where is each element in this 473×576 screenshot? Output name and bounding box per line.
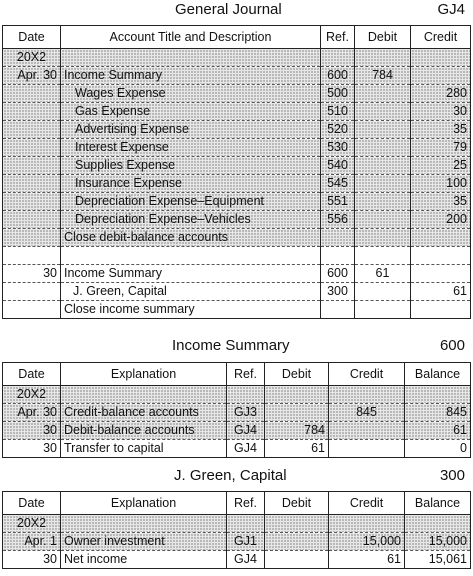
account-cell: Close income summary xyxy=(61,301,321,319)
debit-cell xyxy=(265,515,329,533)
date-cell: Apr. 30 xyxy=(3,67,61,85)
col-explanation: Explanation xyxy=(61,363,227,386)
income-summary-ledger xyxy=(2,362,471,458)
date-cell xyxy=(3,301,61,319)
table-row xyxy=(3,157,471,175)
debit-cell xyxy=(355,247,411,265)
ref-cell xyxy=(227,515,265,533)
table-row xyxy=(3,301,471,319)
credit-cell xyxy=(411,265,471,283)
debit-cell xyxy=(355,301,411,319)
debit-cell xyxy=(265,533,329,551)
credit-cell xyxy=(329,422,405,440)
capital-code: 300 xyxy=(439,467,465,484)
account-cell xyxy=(61,247,321,265)
debit-cell xyxy=(265,386,329,404)
explanation-cell: Owner investment xyxy=(61,533,227,551)
general-journal-table xyxy=(2,25,471,319)
ref-cell: 556 xyxy=(321,211,355,229)
income-summary-title: Income Summary xyxy=(172,337,290,354)
debit-cell xyxy=(355,49,411,67)
date-cell xyxy=(3,175,61,193)
capital-ledger xyxy=(2,491,471,569)
date-cell xyxy=(3,229,61,247)
credit-cell: 79 xyxy=(411,139,471,157)
table-row xyxy=(3,85,471,103)
debit-cell: 784 xyxy=(265,422,329,440)
date-cell xyxy=(3,121,61,139)
explanation-cell: Debit-balance accounts xyxy=(61,422,227,440)
debit-cell xyxy=(355,283,411,301)
col-balance: Balance xyxy=(405,363,471,386)
account-cell: Close debit-balance accounts xyxy=(61,229,321,247)
table-row xyxy=(3,533,471,551)
table-row xyxy=(3,103,471,121)
date-cell: 30 xyxy=(3,265,61,283)
debit-cell: 784 xyxy=(355,67,411,85)
debit-cell xyxy=(355,85,411,103)
table-row xyxy=(3,175,471,193)
debit-cell xyxy=(355,157,411,175)
table-row xyxy=(3,121,471,139)
credit-cell: 35 xyxy=(411,193,471,211)
table-row xyxy=(3,386,471,404)
credit-cell: 15,000 xyxy=(329,533,405,551)
table-row xyxy=(3,265,471,283)
credit-cell xyxy=(411,49,471,67)
account-cell: Income Summary xyxy=(61,265,321,283)
ref-cell: 540 xyxy=(321,157,355,175)
table-row xyxy=(3,283,471,301)
journal-title: General Journal xyxy=(175,1,282,18)
debit-cell xyxy=(355,193,411,211)
ref-cell xyxy=(321,247,355,265)
col-debit: Debit xyxy=(265,492,329,515)
credit-cell: 35 xyxy=(411,121,471,139)
date-cell: 30 xyxy=(3,422,61,440)
ref-cell: GJ4 xyxy=(227,551,265,569)
ref-cell: GJ4 xyxy=(227,422,265,440)
credit-cell xyxy=(411,229,471,247)
table-row xyxy=(3,440,471,458)
col-ref: Ref. xyxy=(321,26,355,49)
balance-cell: 0 xyxy=(405,440,471,458)
debit-cell xyxy=(355,175,411,193)
table-row xyxy=(3,211,471,229)
debit-cell xyxy=(355,229,411,247)
col-credit: Credit xyxy=(329,363,405,386)
col-explanation: Explanation xyxy=(61,492,227,515)
col-balance: Balance xyxy=(405,492,471,515)
ref-cell xyxy=(227,386,265,404)
col-date: Date xyxy=(3,26,61,49)
balance-cell xyxy=(405,386,471,404)
account-cell: Supplies Expense xyxy=(61,157,321,175)
debit-cell xyxy=(265,404,329,422)
debit-cell xyxy=(265,551,329,569)
date-cell xyxy=(3,247,61,265)
account-cell: Depreciation Expense–Equipment xyxy=(61,193,321,211)
account-cell: Wages Expense xyxy=(61,85,321,103)
credit-cell xyxy=(329,386,405,404)
explanation-cell: Credit-balance accounts xyxy=(61,404,227,422)
ref-cell: 300 xyxy=(321,283,355,301)
account-cell: Gas Expense xyxy=(61,103,321,121)
ref-cell: 500 xyxy=(321,85,355,103)
ref-cell: 530 xyxy=(321,139,355,157)
ref-cell: 551 xyxy=(321,193,355,211)
account-cell: Depreciation Expense–Vehicles xyxy=(61,211,321,229)
ref-cell: 600 xyxy=(321,265,355,283)
balance-cell xyxy=(405,515,471,533)
explanation-cell: Transfer to capital xyxy=(61,440,227,458)
ref-cell: 510 xyxy=(321,103,355,121)
credit-cell xyxy=(411,301,471,319)
debit-cell xyxy=(355,103,411,121)
ref-cell: 520 xyxy=(321,121,355,139)
explanation-cell xyxy=(61,515,227,533)
date-cell: 30 xyxy=(3,440,61,458)
table-row xyxy=(3,551,471,569)
date-cell: Apr. 1 xyxy=(3,533,61,551)
date-cell xyxy=(3,283,61,301)
col-account: Account Title and Description xyxy=(61,26,321,49)
col-date: Date xyxy=(3,363,61,386)
date-cell xyxy=(3,85,61,103)
ref-cell: GJ4 xyxy=(227,440,265,458)
table-row xyxy=(3,515,471,533)
col-credit: Credit xyxy=(411,26,471,49)
credit-cell: 30 xyxy=(411,103,471,121)
account-cell xyxy=(61,49,321,67)
date-cell xyxy=(3,103,61,121)
date-cell: 20X2 xyxy=(3,49,61,67)
date-cell: 20X2 xyxy=(3,386,61,404)
explanation-cell: Net income xyxy=(61,551,227,569)
table-row xyxy=(3,193,471,211)
ref-cell xyxy=(321,49,355,67)
account-cell: Interest Expense xyxy=(61,139,321,157)
explanation-cell xyxy=(61,386,227,404)
table-row xyxy=(3,49,471,67)
table-row xyxy=(3,229,471,247)
income-summary-code: 600 xyxy=(439,337,465,354)
credit-cell: 61 xyxy=(329,551,405,569)
col-credit: Credit xyxy=(329,492,405,515)
date-cell xyxy=(3,157,61,175)
ref-cell: 600 xyxy=(321,67,355,85)
table-row xyxy=(3,404,471,422)
date-cell xyxy=(3,193,61,211)
col-ref: Ref. xyxy=(227,492,265,515)
table-row xyxy=(3,139,471,157)
credit-cell: 100 xyxy=(411,175,471,193)
balance-cell: 15,061 xyxy=(405,551,471,569)
credit-cell: 61 xyxy=(411,283,471,301)
balance-cell: 15,000 xyxy=(405,533,471,551)
ref-cell: GJ3 xyxy=(227,404,265,422)
balance-cell: 845 xyxy=(405,404,471,422)
col-debit: Debit xyxy=(265,363,329,386)
credit-cell xyxy=(329,515,405,533)
capital-title: J. Green, Capital xyxy=(174,467,287,484)
credit-cell: 25 xyxy=(411,157,471,175)
ref-cell: GJ1 xyxy=(227,533,265,551)
credit-cell xyxy=(411,67,471,85)
journal-code: GJ4 xyxy=(437,1,465,18)
col-ref: Ref. xyxy=(227,363,265,386)
credit-cell xyxy=(411,247,471,265)
debit-cell xyxy=(355,121,411,139)
credit-cell xyxy=(329,440,405,458)
account-cell: Insurance Expense xyxy=(61,175,321,193)
ref-cell xyxy=(321,229,355,247)
debit-cell xyxy=(355,211,411,229)
debit-cell xyxy=(355,139,411,157)
ref-cell xyxy=(321,301,355,319)
ref-cell: 545 xyxy=(321,175,355,193)
date-cell: 30 xyxy=(3,551,61,569)
credit-cell: 280 xyxy=(411,85,471,103)
account-cell: Income Summary xyxy=(61,67,321,85)
credit-cell: 845 xyxy=(329,404,405,422)
table-row xyxy=(3,422,471,440)
debit-cell: 61 xyxy=(265,440,329,458)
balance-cell: 61 xyxy=(405,422,471,440)
table-row xyxy=(3,247,471,265)
table-row xyxy=(3,67,471,85)
date-cell: Apr. 30 xyxy=(3,404,61,422)
date-cell: 20X2 xyxy=(3,515,61,533)
credit-cell: 200 xyxy=(411,211,471,229)
col-debit: Debit xyxy=(355,26,411,49)
date-cell xyxy=(3,211,61,229)
account-cell: J. Green, Capital xyxy=(61,283,321,301)
account-cell: Advertising Expense xyxy=(61,121,321,139)
date-cell xyxy=(3,139,61,157)
debit-cell: 61 xyxy=(355,265,411,283)
col-date: Date xyxy=(3,492,61,515)
